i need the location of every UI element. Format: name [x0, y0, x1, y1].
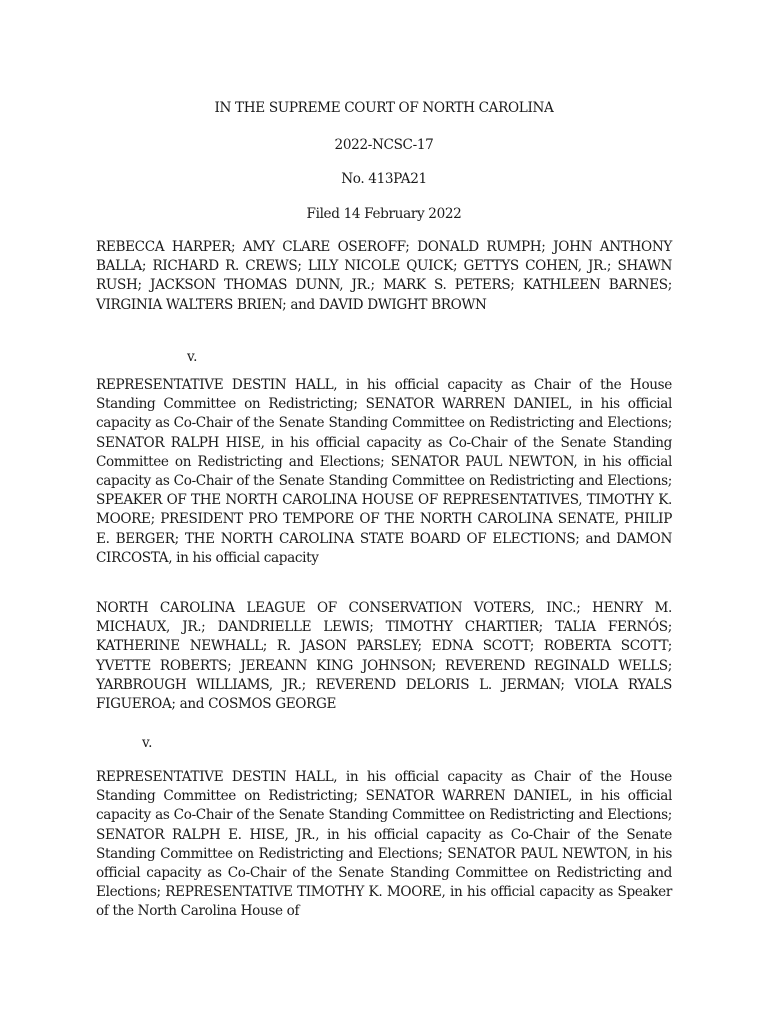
filed-date: Filed 14 February 2022	[306, 206, 462, 222]
case2-plaintiffs: NORTH CAROLINA LEAGUE OF CONSERVATION VOTERS, INC.; HENRY M. MICHAUX, JR.; DANDRIELLE LEWIS; TIMOTHY CHARTIER; TALIA FERNÓS; KATHERINE NEWHALL; R. JASON PARSLEY; EDNA SCOTT; ROBERTA SCOTT; YVETTE ROBERTS; JEREANN KING JOHNSON; REVEREND REGINALD WELLS; YARBROUGH WILLIAMS, JR.; REVEREND DELORIS L. JERMAN; VIOLA RYALS FIGUEROA; and COSMOS GEORGE	[96, 600, 672, 713]
case2-versus: v.	[142, 735, 153, 751]
case1-defendants: REPRESENTATIVE DESTIN HALL, in his official capacity as Chair of the House Standing Committee on Redistricting; SENATOR WARREN DANIEL, in his official capacity as Co-Chair of the Senate Standing Committee on Redistricting and Elections; SENATOR RALPH HISE, in his official capacity as Co-Chair of the Senate Standing Committee on Redistricting and Elections; SENATOR PAUL NEWTON, in his official capacity as Co-Chair of the Senate Standing Committee on Redistricting and Elections; SPEAKER OF THE NORTH CAROLINA HOUSE OF REPRESENTATIVES, TIMOTHY K. MOORE; PRESIDENT PRO TEMPORE OF THE NORTH CAROLINA SENATE, PHILIP E. BERGER; THE NORTH CAROLINA STATE BOARD OF ELECTIONS; and DAMON CIRCOSTA, in his official capacity	[96, 377, 672, 566]
case2-defendants: REPRESENTATIVE DESTIN HALL, in his official capacity as Chair of the House Standing Committee on Redistricting; SENATOR WARREN DANIEL, in his official capacity as Co-Chair of the Senate Standing Committee on Redistricting and Elections; SENATOR RALPH E. HISE, JR., in his official capacity as Co-Chair of the Senate Standing Committee on Redistricting and Elections; SENATOR PAUL NEWTON, in his official capacity as Co-Chair of the Senate Standing Committee on Redistricting and Elections; REPRESENTATIVE TIMOTHY K. MOORE, in his official capacity as Speaker of the North Carolina House of	[96, 769, 672, 920]
case1-plaintiffs: REBECCA HARPER; AMY CLARE OSEROFF; DONALD RUMPH; JOHN ANTHONY BALLA; RICHARD R. CREWS; LILY NICOLE QUICK; GETTYS COHEN, JR.; SHAWN RUSH; JACKSON THOMAS DUNN, JR.; MARK S. PETERS; KATHLEEN BARNES; VIRGINIA WALTERS BRIEN; and DAVID DWIGHT BROWN	[96, 239, 672, 313]
court-heading: IN THE SUPREME COURT OF NORTH CAROLINA	[214, 100, 554, 116]
case-citation: 2022-NCSC-17	[334, 137, 434, 153]
case1-versus: v.	[187, 349, 198, 365]
docket-number: No. 413PA21	[341, 171, 427, 187]
